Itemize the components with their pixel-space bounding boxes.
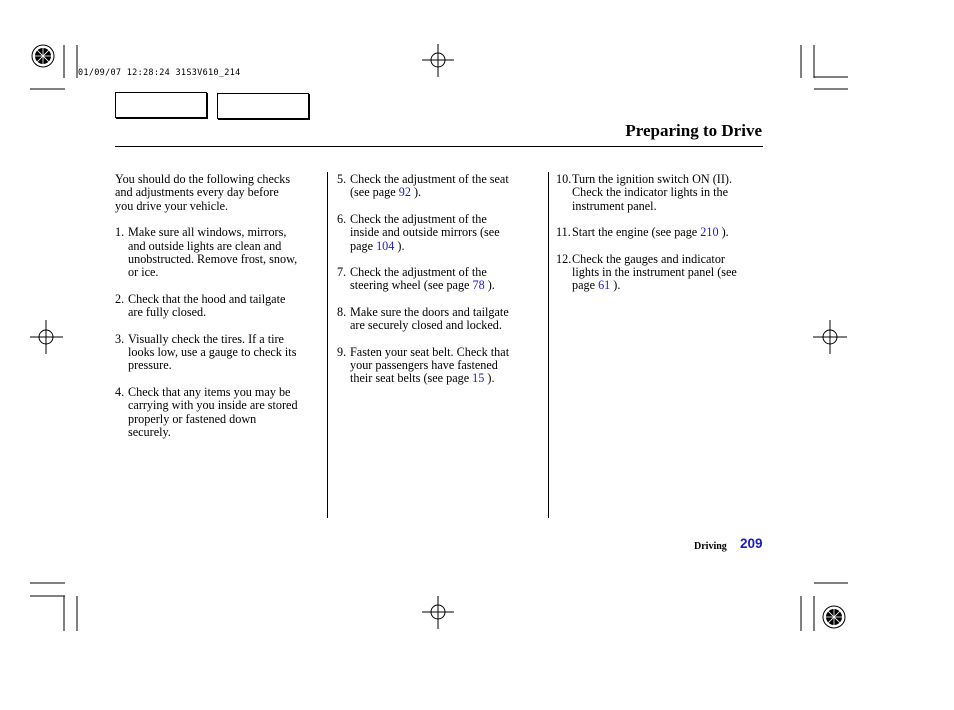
- text-line: lights in the instrument panel (see: [572, 265, 737, 280]
- text: their seat belts (see page: [350, 371, 473, 386]
- starburst-mark-bottom-right: [823, 606, 845, 628]
- text: Start the engine (see page: [572, 225, 701, 240]
- crosshair-bottom: [422, 596, 454, 629]
- list-item-8: [337, 306, 537, 333]
- text: ).: [484, 371, 495, 386]
- header-tab-2: [217, 93, 309, 119]
- text-line: Check the gauges and indicator: [572, 251, 725, 266]
- starburst-mark-top-left: [32, 45, 54, 67]
- title-rule: [115, 146, 763, 147]
- text-line: Check the indicator lights in the: [572, 185, 729, 200]
- list-item-4: [115, 386, 323, 440]
- list-item-10: [556, 173, 762, 213]
- text-line: You should do the following checks: [115, 172, 291, 186]
- text-line: Check that the hood and tailgate: [128, 291, 286, 306]
- item-number: 4.: [115, 384, 125, 399]
- text-line: Check that any items you may be: [128, 384, 291, 399]
- text-line: Visually check the tires. If a tire: [128, 331, 284, 346]
- text-line: [350, 372, 537, 385]
- list-item-5: [337, 173, 537, 200]
- text-line: you drive your vehicle.: [115, 198, 229, 213]
- text-line: [572, 226, 762, 239]
- column-1: [115, 173, 323, 440]
- list-item-9: [337, 346, 537, 386]
- list-item-1: [115, 226, 323, 280]
- text: ).: [394, 238, 405, 253]
- text-line: Check the adjustment of the seat: [350, 172, 509, 186]
- list-item-6: [337, 213, 537, 253]
- text-line: Make sure all windows, mirrors,: [128, 225, 287, 240]
- crosshair-left: [30, 320, 63, 354]
- text-line: are fully closed.: [128, 305, 207, 320]
- page-link-61[interactable]: 61: [598, 278, 611, 293]
- item-number: 1.: [115, 225, 125, 240]
- page-number: 209: [740, 536, 763, 551]
- text-line: pressure.: [128, 358, 172, 373]
- text-line: [350, 240, 537, 253]
- column-divider-1: [327, 172, 328, 518]
- header-tab-1: [115, 92, 207, 118]
- page-link-210[interactable]: 210: [700, 225, 719, 240]
- corner-mark-bottom-left: [30, 583, 77, 631]
- text: page: [350, 238, 377, 253]
- list-item-2: [115, 293, 323, 320]
- corner-mark-top-right: [801, 45, 848, 89]
- item-number: 12.: [556, 251, 572, 266]
- text-line: Check the adjustment of the: [350, 211, 487, 226]
- column-3: [556, 173, 762, 293]
- text-line: your passengers have fastened: [350, 358, 498, 373]
- text-line: or ice.: [128, 265, 159, 280]
- text: ).: [484, 278, 495, 293]
- text-line: are securely closed and locked.: [350, 318, 502, 333]
- text: (see page: [350, 185, 399, 200]
- item-number: 7.: [337, 265, 347, 280]
- footer-section-label: Driving: [694, 541, 727, 552]
- item-number: 5.: [337, 172, 347, 186]
- text-line: and adjustments every day before: [115, 185, 279, 200]
- item-number: 2.: [115, 291, 125, 306]
- item-number: 6.: [337, 211, 347, 226]
- corner-mark-bottom-right: [801, 583, 848, 631]
- text-line: Turn the ignition switch ON (II).: [572, 172, 733, 186]
- crosshair-right: [813, 320, 847, 354]
- crosshair-top: [422, 44, 454, 77]
- text-line: unobstructed. Remove frost, snow,: [128, 252, 298, 267]
- text-line: Make sure the doors and tailgate: [350, 304, 509, 319]
- text-line: [350, 279, 537, 292]
- text-line: and outside lights are clean and: [128, 238, 282, 253]
- text: ).: [410, 185, 422, 200]
- print-stamp: 01/09/07 12:28:24 31S3V610_214: [78, 68, 241, 78]
- text-line: instrument panel.: [572, 198, 657, 213]
- page-link-92[interactable]: 92: [398, 185, 411, 200]
- text: ).: [718, 225, 729, 240]
- text-line: securely.: [128, 425, 171, 440]
- list-item-12: [556, 253, 762, 293]
- page-title: Preparing to Drive: [625, 121, 762, 140]
- list-item-3: [115, 333, 323, 373]
- page-link-104[interactable]: 104: [376, 238, 395, 253]
- text-line: properly or fastened down: [128, 411, 257, 426]
- item-number: 3.: [115, 331, 125, 346]
- text: steering wheel (see page: [350, 278, 473, 293]
- text-line: Fasten your seat belt. Check that: [350, 344, 510, 359]
- text: page: [572, 278, 599, 293]
- page-link-78[interactable]: 78: [472, 278, 485, 293]
- text: ).: [610, 278, 621, 293]
- text-line: Check the adjustment of the: [350, 265, 487, 280]
- text-line: carrying with you inside are stored: [128, 398, 298, 413]
- text-line: [350, 186, 537, 199]
- page-link-15[interactable]: 15: [472, 371, 485, 386]
- item-number: 8.: [337, 304, 347, 319]
- item-number: 11.: [556, 225, 571, 240]
- item-number: 10.: [556, 172, 572, 186]
- column-divider-2: [548, 172, 549, 518]
- text-line: [572, 279, 762, 292]
- column-2: [337, 173, 537, 386]
- list-item-7: [337, 266, 537, 293]
- list-item-11: [556, 226, 762, 239]
- item-number: 9.: [337, 344, 347, 359]
- text-line: looks low, use a gauge to check its: [128, 345, 297, 360]
- intro-paragraph: [115, 173, 323, 213]
- text-line: inside and outside mirrors (see: [350, 225, 500, 240]
